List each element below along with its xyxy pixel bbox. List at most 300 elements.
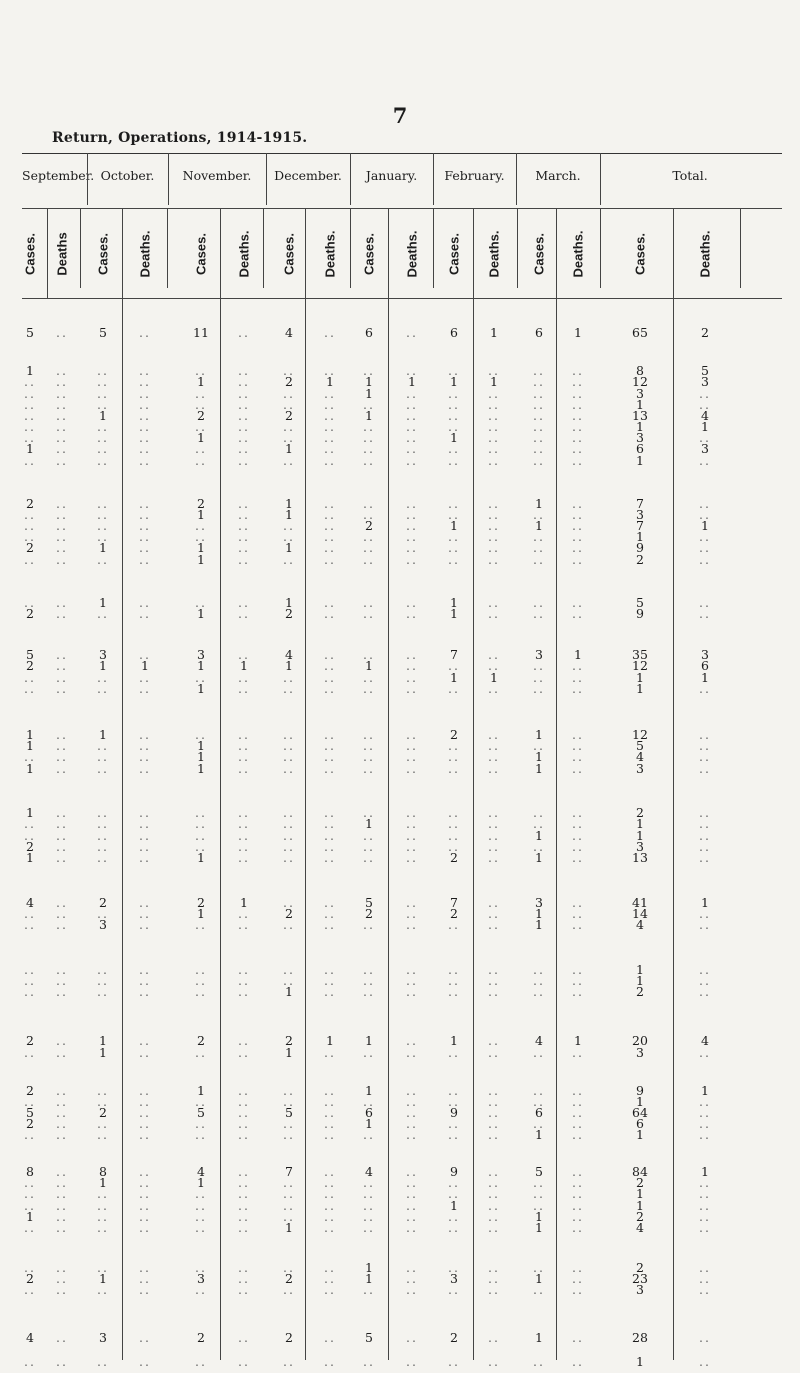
- table-cell: ..: [406, 972, 418, 988]
- table-cell: ..: [448, 983, 460, 999]
- table-cell: ..: [406, 916, 418, 932]
- table-cell: ..: [283, 1082, 295, 1098]
- table-cell: ..: [699, 1259, 711, 1275]
- table-cell: 1: [240, 658, 248, 674]
- table-cell: ..: [24, 680, 36, 696]
- table-cell: ..: [139, 905, 151, 921]
- table-cell: ..: [238, 827, 250, 843]
- table-cell: ..: [97, 838, 109, 854]
- table-cell: ..: [283, 680, 295, 696]
- table-cell: ..: [572, 1105, 584, 1121]
- table-cell: ..: [283, 738, 295, 754]
- table-cell: ..: [406, 419, 418, 435]
- table-cell: ..: [283, 1116, 295, 1132]
- table-cell: ..: [56, 518, 68, 534]
- table-cell: ..: [238, 385, 250, 401]
- table-cell: ..: [97, 680, 109, 696]
- table-cell: ..: [363, 1208, 375, 1224]
- table-cell: ..: [448, 658, 460, 674]
- table-cell: 1: [574, 647, 582, 663]
- table-cell: ..: [56, 849, 68, 865]
- table-cell: 2: [26, 540, 34, 556]
- table-cell: ..: [572, 1093, 584, 1109]
- table-cell: 9: [636, 1082, 644, 1098]
- table-cell: ..: [324, 594, 336, 610]
- table-cell: ..: [238, 1186, 250, 1202]
- table-cell: ..: [572, 680, 584, 696]
- table-cell: ..: [56, 419, 68, 435]
- table-cell: ..: [572, 972, 584, 988]
- table-cell: ..: [572, 827, 584, 843]
- table-cell: ..: [324, 1105, 336, 1121]
- table-cell: 13: [632, 407, 648, 423]
- table-cell: 1: [450, 430, 458, 446]
- table-cell: ..: [699, 1105, 711, 1121]
- table-cell: ..: [24, 385, 36, 401]
- table-cell: 14: [632, 905, 648, 921]
- table-cell: ..: [448, 1127, 460, 1143]
- table-cell: ..: [56, 1186, 68, 1202]
- table-cell: ..: [283, 916, 295, 932]
- table-cell: 1: [574, 325, 582, 340]
- table-cell: ..: [97, 669, 109, 685]
- table-cell: ..: [24, 905, 36, 921]
- table-cell: ..: [448, 1259, 460, 1275]
- table-cell: ..: [324, 452, 336, 468]
- table-cell: ..: [56, 452, 68, 468]
- table-cell: ..: [488, 1259, 500, 1275]
- table-cell: ..: [324, 419, 336, 435]
- table-cell: ..: [139, 1175, 151, 1191]
- table-cell: ..: [699, 1093, 711, 1109]
- table-cell: ..: [488, 495, 500, 511]
- table-cell: ..: [448, 680, 460, 696]
- table-cell: ..: [24, 551, 36, 567]
- table-cell: 3: [535, 894, 543, 910]
- table-cell: ..: [699, 827, 711, 843]
- table-cell: ..: [139, 916, 151, 932]
- table-cell: ..: [56, 1175, 68, 1191]
- table-cell: ..: [488, 1127, 500, 1143]
- table-cell: ..: [533, 961, 545, 977]
- table-cell: 7: [636, 518, 644, 534]
- table-cell: 7: [450, 894, 458, 910]
- table-cell: 3: [636, 430, 644, 446]
- table-cell: ..: [488, 1164, 500, 1180]
- table-cell: 9: [636, 605, 644, 621]
- table-cell: ..: [195, 1093, 207, 1109]
- table-cell: ..: [56, 1259, 68, 1275]
- table-cell: 3: [197, 1271, 205, 1287]
- table-cell: ..: [406, 1330, 418, 1346]
- table-cell: ..: [97, 1219, 109, 1235]
- table-cell: ..: [24, 816, 36, 832]
- table-cell: ..: [488, 894, 500, 910]
- table-cell: 1: [701, 419, 709, 435]
- table-cell: 1: [450, 1033, 458, 1049]
- table-cell: 3: [535, 647, 543, 663]
- table-cell: ..: [363, 452, 375, 468]
- table-cell: ..: [324, 916, 336, 932]
- table-cell: ..: [56, 1033, 68, 1049]
- table-cell: ..: [56, 1219, 68, 1235]
- table-cell: ..: [324, 905, 336, 921]
- table-cell: 4: [197, 1164, 205, 1180]
- table-cell: 1: [365, 1082, 373, 1098]
- table-cell: ..: [139, 894, 151, 910]
- table-cell: ..: [699, 1044, 711, 1060]
- table-cell: ..: [283, 1175, 295, 1191]
- table-cell: 2: [636, 1175, 644, 1191]
- table-cell: 6: [365, 325, 373, 340]
- table-cell: ..: [97, 396, 109, 412]
- table-cell: ..: [24, 407, 36, 423]
- table-cell: ..: [406, 594, 418, 610]
- table-cell: ..: [324, 1186, 336, 1202]
- table-cell: ..: [324, 407, 336, 423]
- table-cell: ..: [363, 1219, 375, 1235]
- table-cell: ..: [97, 605, 109, 621]
- table-cell: ..: [139, 1044, 151, 1060]
- table-cell: ..: [24, 396, 36, 412]
- table-cell: ..: [139, 1082, 151, 1098]
- column-header-label: Deaths.: [322, 230, 338, 277]
- table-cell: ..: [533, 452, 545, 468]
- table-cell: ..: [283, 1197, 295, 1213]
- table-cell: ..: [406, 669, 418, 685]
- table-cell: 6: [535, 1105, 543, 1121]
- table-cell: ..: [97, 452, 109, 468]
- table-cell: ..: [139, 1197, 151, 1213]
- table-cell: ..: [448, 385, 460, 401]
- table-cell: ..: [324, 1082, 336, 1098]
- table-cell: 4: [26, 1330, 34, 1346]
- table-cell: ..: [195, 961, 207, 977]
- table-cell: 1: [701, 518, 709, 534]
- table-cell: ..: [406, 529, 418, 545]
- table-cell: ..: [56, 551, 68, 567]
- table-cell: ..: [324, 430, 336, 446]
- table-cell: 1: [197, 540, 205, 556]
- table-cell: ..: [238, 849, 250, 865]
- table-cell: ..: [24, 827, 36, 843]
- table-cell: ..: [699, 529, 711, 545]
- table-cell: ..: [488, 1033, 500, 1049]
- table-cell: 3: [99, 1330, 107, 1346]
- table-cell: 8: [26, 1164, 34, 1180]
- table-cell: ..: [97, 961, 109, 977]
- table-cell: ..: [406, 961, 418, 977]
- table-cell: ..: [699, 1186, 711, 1202]
- table-cell: 3: [197, 647, 205, 663]
- table-cell: 1: [636, 827, 644, 843]
- table-cell: 3: [99, 647, 107, 663]
- table-cell: 1: [636, 529, 644, 545]
- table-cell: ..: [97, 827, 109, 843]
- table-cell: 4: [636, 916, 644, 932]
- table-cell: ..: [488, 1186, 500, 1202]
- table-cell: ..: [283, 760, 295, 776]
- table-cell: ..: [448, 529, 460, 545]
- table-cell: ..: [139, 441, 151, 457]
- table-cell: ..: [699, 983, 711, 999]
- table-cell: 6: [636, 1116, 644, 1132]
- table-cell: ..: [448, 1208, 460, 1224]
- table-cell: ..: [283, 805, 295, 821]
- table-cell: ..: [572, 816, 584, 832]
- table-cell: ..: [572, 441, 584, 457]
- table-cell: 1: [197, 905, 205, 921]
- table-cell: 1: [99, 1271, 107, 1287]
- table-cell: ..: [572, 1164, 584, 1180]
- table-cell: 1: [99, 1044, 107, 1060]
- table-cell: ..: [24, 983, 36, 999]
- table-cell: 65: [632, 325, 648, 340]
- table-cell: ..: [56, 916, 68, 932]
- table-cell: ..: [363, 838, 375, 854]
- table-cell: ..: [406, 1164, 418, 1180]
- table-cell: 35: [632, 647, 648, 663]
- table-cell: ..: [533, 838, 545, 854]
- table-cell: ..: [699, 905, 711, 921]
- table-cell: 2: [26, 838, 34, 854]
- table-cell: 1: [197, 506, 205, 522]
- table-cell: ..: [533, 680, 545, 696]
- table-cell: 3: [99, 916, 107, 932]
- table-cell: ..: [488, 727, 500, 743]
- table-cell: ..: [363, 419, 375, 435]
- table-cell: 8: [636, 363, 644, 379]
- table-cell: 5: [99, 325, 107, 340]
- table-cell: 2: [285, 1330, 293, 1346]
- table-cell: 1: [26, 727, 34, 743]
- table-cell: 5: [26, 647, 34, 663]
- table-cell: 1: [326, 1033, 334, 1049]
- table-cell: ..: [24, 506, 36, 522]
- table-cell: ..: [283, 727, 295, 743]
- table-cell: ..: [56, 1330, 68, 1346]
- table-cell: ..: [139, 1127, 151, 1143]
- table-cell: ..: [363, 363, 375, 379]
- table-cell: ..: [448, 816, 460, 832]
- table-cell: ..: [139, 760, 151, 776]
- table-cell: 4: [285, 647, 293, 663]
- table-cell: 1: [285, 540, 293, 556]
- table-cell: ..: [699, 1197, 711, 1213]
- table-cell: 20: [632, 1033, 648, 1049]
- table-cell: 1: [26, 1208, 34, 1224]
- table-cell: ..: [97, 518, 109, 534]
- table-cell: ..: [533, 972, 545, 988]
- table-cell: ..: [488, 506, 500, 522]
- table-cell: ..: [488, 385, 500, 401]
- table-cell: 7: [636, 495, 644, 511]
- table-cell: ..: [139, 816, 151, 832]
- table-cell: ..: [406, 430, 418, 446]
- table-cell: ..: [488, 1208, 500, 1224]
- table-cell: ..: [406, 905, 418, 921]
- table-cell: ..: [324, 1259, 336, 1275]
- table-cell: ..: [56, 594, 68, 610]
- table-cell: ..: [139, 452, 151, 468]
- table-cell: ..: [324, 805, 336, 821]
- table-cell: ..: [195, 529, 207, 545]
- table-cell: 2: [701, 325, 709, 340]
- table-cell: 2: [636, 805, 644, 821]
- table-cell: ..: [406, 658, 418, 674]
- table-cell: ..: [572, 605, 584, 621]
- table-cell: ..: [533, 1093, 545, 1109]
- table-cell: ..: [97, 441, 109, 457]
- table-cell: ..: [97, 805, 109, 821]
- table-cell: ..: [139, 407, 151, 423]
- table-cell: ..: [406, 407, 418, 423]
- table-cell: ..: [139, 749, 151, 765]
- column-header-label: Deaths: [54, 231, 70, 276]
- table-cell: ..: [488, 419, 500, 435]
- table-cell: ..: [97, 1259, 109, 1275]
- table-cell: ..: [24, 1186, 36, 1202]
- table-cell: ..: [572, 430, 584, 446]
- table-cell: ..: [139, 1033, 151, 1049]
- table-cell: ..: [324, 961, 336, 977]
- table-cell: ..: [448, 1093, 460, 1109]
- column-header-label: Deaths.: [570, 230, 586, 277]
- table-cell: ..: [56, 1093, 68, 1109]
- table-cell: 5: [26, 1105, 34, 1121]
- table-cell: ..: [488, 1354, 500, 1369]
- table-cell: ..: [97, 905, 109, 921]
- table-cell: ..: [139, 647, 151, 663]
- table-cell: 1: [490, 325, 498, 340]
- table-cell: ..: [139, 1282, 151, 1298]
- table-cell: ..: [406, 452, 418, 468]
- table-cell: ..: [24, 972, 36, 988]
- table-cell: ..: [283, 827, 295, 843]
- table-cell: ..: [56, 506, 68, 522]
- table-cell: ..: [24, 1044, 36, 1060]
- table-cell: 1: [285, 441, 293, 457]
- table-cell: ..: [24, 749, 36, 765]
- table-cell: ..: [195, 1282, 207, 1298]
- table-cell: 1: [197, 551, 205, 567]
- table-cell: ..: [24, 452, 36, 468]
- table-cell: ..: [24, 1282, 36, 1298]
- table-cell: 1: [365, 374, 373, 390]
- table-cell: ..: [572, 396, 584, 412]
- table-cell: ..: [699, 1175, 711, 1191]
- table-cell: 1: [197, 374, 205, 390]
- table-cell: ..: [406, 396, 418, 412]
- table-cell: ..: [572, 1127, 584, 1143]
- table-cell: 1: [535, 518, 543, 534]
- table-cell: ..: [363, 972, 375, 988]
- table-cell: 1: [99, 1033, 107, 1049]
- table-cell: ..: [283, 419, 295, 435]
- table-cell: ..: [283, 1093, 295, 1109]
- table-cell: ..: [238, 647, 250, 663]
- table-cell: ..: [699, 495, 711, 511]
- table-cell: 2: [636, 551, 644, 567]
- table-cell: ..: [699, 385, 711, 401]
- table-cell: ..: [699, 972, 711, 988]
- table-cell: 1: [490, 669, 498, 685]
- table-cell: 1: [535, 849, 543, 865]
- table-cell: ..: [324, 972, 336, 988]
- table-cell: ..: [139, 1116, 151, 1132]
- table-cell: ..: [324, 1175, 336, 1191]
- table-cell: ..: [97, 1116, 109, 1132]
- table-cell: ..: [56, 669, 68, 685]
- table-cell: ..: [238, 518, 250, 534]
- table-cell: ..: [195, 972, 207, 988]
- table-cell: ..: [488, 1219, 500, 1235]
- table-cell: ..: [488, 760, 500, 776]
- table-cell: ..: [699, 1354, 711, 1369]
- table-cell: ..: [572, 894, 584, 910]
- table-cell: 1: [365, 1116, 373, 1132]
- table-cell: 1: [365, 407, 373, 423]
- table-cell: ..: [56, 385, 68, 401]
- table-cell: 2: [26, 1116, 34, 1132]
- table-cell: ..: [56, 441, 68, 457]
- table-cell: ..: [363, 1354, 375, 1369]
- column-header-label: Deaths.: [486, 230, 502, 277]
- table-cell: 1: [450, 605, 458, 621]
- table-cell: 1: [450, 594, 458, 610]
- table-cell: ..: [699, 738, 711, 754]
- table-cell: ..: [56, 1354, 68, 1369]
- table-cell: 2: [636, 1259, 644, 1275]
- table-cell: ..: [488, 838, 500, 854]
- table-cell: ..: [699, 727, 711, 743]
- table-cell: ..: [488, 916, 500, 932]
- table-cell: 1: [636, 419, 644, 435]
- table-cell: ..: [572, 1116, 584, 1132]
- table-cell: ..: [488, 1082, 500, 1098]
- table-cell: 5: [701, 363, 709, 379]
- table-cell: ..: [56, 363, 68, 379]
- table-cell: ..: [488, 680, 500, 696]
- table-cell: 1: [197, 1082, 205, 1098]
- table-cell: ..: [56, 983, 68, 999]
- table-cell: 5: [365, 1330, 373, 1346]
- table-cell: ..: [97, 1186, 109, 1202]
- table-cell: 1: [99, 540, 107, 556]
- table-cell: ..: [572, 738, 584, 754]
- month-header: September.: [22, 168, 95, 183]
- table-cell: ..: [56, 805, 68, 821]
- table-cell: ..: [195, 1127, 207, 1143]
- table-cell: 2: [99, 894, 107, 910]
- table-cell: ..: [406, 1093, 418, 1109]
- table-cell: ..: [363, 1175, 375, 1191]
- month-header: October.: [100, 168, 155, 183]
- table-cell: ..: [448, 916, 460, 932]
- table-cell: ..: [363, 1197, 375, 1213]
- table-cell: ..: [324, 1093, 336, 1109]
- table-cell: ..: [139, 680, 151, 696]
- table-cell: ..: [406, 1116, 418, 1132]
- table-cell: ..: [195, 1044, 207, 1060]
- table-cell: 2: [636, 1208, 644, 1224]
- table-cell: ..: [97, 749, 109, 765]
- table-cell: ..: [139, 983, 151, 999]
- table-cell: ..: [195, 983, 207, 999]
- table-cell: 1: [636, 1127, 644, 1143]
- table-cell: ..: [139, 529, 151, 545]
- column-header-label: Deaths.: [236, 230, 252, 277]
